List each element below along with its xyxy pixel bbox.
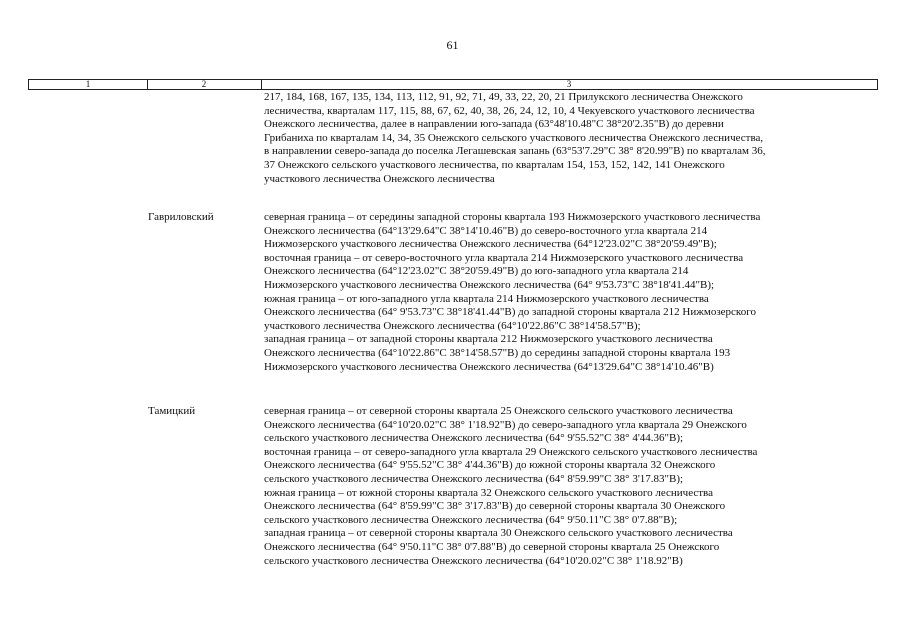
text-line: западная граница – от западной стороны квартала 212 Нижмозерского участкового лесничества — [264, 333, 713, 346]
section-text-tamitsky — [264, 405, 874, 568]
text-line: Онежского лесничества (64°13'29.64"С 38°14'10.46"В) до северо-восточного угла квартала 214 — [264, 224, 708, 237]
page-number: 61 — [446, 38, 459, 52]
text-line: сельского участкового лесничества Онежского лесничества (64° 9'55.52"С 38° 4'44.36"В); — [264, 432, 684, 445]
section-text-gavrilovsky — [264, 211, 874, 374]
text-line: Онежского лесничества (64° 9'53.73"С 38°18'41.44"В) до западной стороны квартала 212 Нижмозерского — [264, 306, 756, 319]
text-line: Онежского лесничества (64°10'20.02"С 38° 1'18.92"В) до северо-западного угла квартала 29 Онежского — [264, 418, 747, 431]
text-line: западная граница – от северной стороны квартала 30 Онежского сельского участкового лесничества — [264, 527, 733, 540]
table-header-col-3: 3 — [566, 79, 572, 89]
text-line: Онежского лесничества (64° 9'55.52"С 38° 4'44.36"В) до южной стороны квартала 32 Онежского — [264, 459, 716, 472]
text-line: восточная граница – от северо-западного угла квартала 29 Онежского сельского участкового лесничества — [264, 445, 758, 458]
text-line: 37 Онежского сельского участкового лесничества, по кварталам 154, 153, 152, 142, 141 Онежского — [264, 158, 725, 171]
text-line: Нижмозерского участкового лесничества Онежского лесничества (64°12'23.02"С 38°20'59.49"В); — [264, 238, 717, 251]
text-line: участкового лесничества Онежского лесничества (64°10'22.86"С 38°14'58.57"В); — [264, 319, 641, 332]
text-line: южная граница – от юго-западного угла квартала 214 Нижмозерского участкового лесничества — [264, 292, 709, 305]
text-line: 217, 184, 168, 167, 135, 134, 113, 112, 91, 92, 71, 49, 33, 22, 20, 21 Прилукского лесничества Онежского — [264, 91, 743, 103]
text-line: северная граница – от северной стороны квартала 25 Онежского сельского участкового лесничества — [264, 405, 733, 417]
text-line: в направлении северо-запада до поселка Легашевская запань (63°53'7.29"С 38° 8'20.99"В) по кварталам 36, — [264, 145, 766, 158]
text-line: Онежского лесничества (64° 8'59.99"С 38° 3'17.83"В) до северной стороны квартала 30 Онежского — [264, 500, 726, 513]
text-line: Онежского лесничества (64°10'22.86"С 38°14'58.57"В) до середины западной стороны квартала 193 — [264, 346, 731, 359]
text-line: Нижмозерского участкового лесничества Онежского лесничества (64°13'29.64"С 38°14'10.46"В) — [264, 360, 714, 373]
text-line: сельского участкового лесничества Онежского лесничества (64° 8'59.99"С 38° 3'17.83"В); — [264, 472, 684, 485]
text-line: сельского участкового лесничества Онежского лесничества (64°10'20.02"С 38° 1'18.92"В) — [264, 554, 683, 567]
text-line: участкового лесничества Онежского лесничества — [264, 172, 495, 185]
text-line: Грибаниха по кварталам 14, 34, 35 Онежского сельского участкового лесничества Онежского лесничества, — [264, 131, 764, 144]
text-line: Онежского лесничества (64° 9'50.11"С 38° 0'7.88"В) до северной стороны квартала 25 Онежского — [264, 540, 720, 553]
text-line: южная граница – от южной стороны квартала 32 Онежского сельского участкового лесничества — [264, 486, 713, 499]
text-line: Онежского лесничества (64°12'23.02"С 38°20'59.49"В) до юго-западного угла квартала 214 — [264, 265, 689, 278]
table-header-row — [28, 79, 878, 90]
text-line: северная граница – от середины западной стороны квартала 193 Нижмозерского участкового лесничества — [264, 211, 761, 223]
text-line: сельского участкового лесничества Онежского лесничества (64° 9'50.11"С 38° 0'7.88"В); — [264, 513, 678, 526]
text-line: Онежского лесничества, далее в направлении юго-запада (63°48'10.48"С 38°20'2.35"В) до деревни — [264, 118, 724, 131]
continuation-text — [264, 91, 874, 186]
text-line: лесничества, кварталам 117, 115, 88, 67, 62, 40, 38, 26, 24, 12, 10, 4 Чекуевского участкового лесничества — [264, 104, 755, 117]
section-name-gavrilovsky: Гавриловский — [148, 211, 214, 223]
text-line: Нижмозерского участкового лесничества Онежского лесничества (64° 9'53.73"С 38°18'41.44"В); — [264, 278, 715, 291]
text-line: восточная граница – от северо-восточного угла квартала 214 Нижмозерского участкового лесничества — [264, 251, 744, 264]
table-header-col-1: 1 — [29, 80, 148, 89]
section-name-tamitsky: Тамицкий — [148, 405, 196, 417]
table-header-col-2: 2 — [147, 80, 262, 89]
